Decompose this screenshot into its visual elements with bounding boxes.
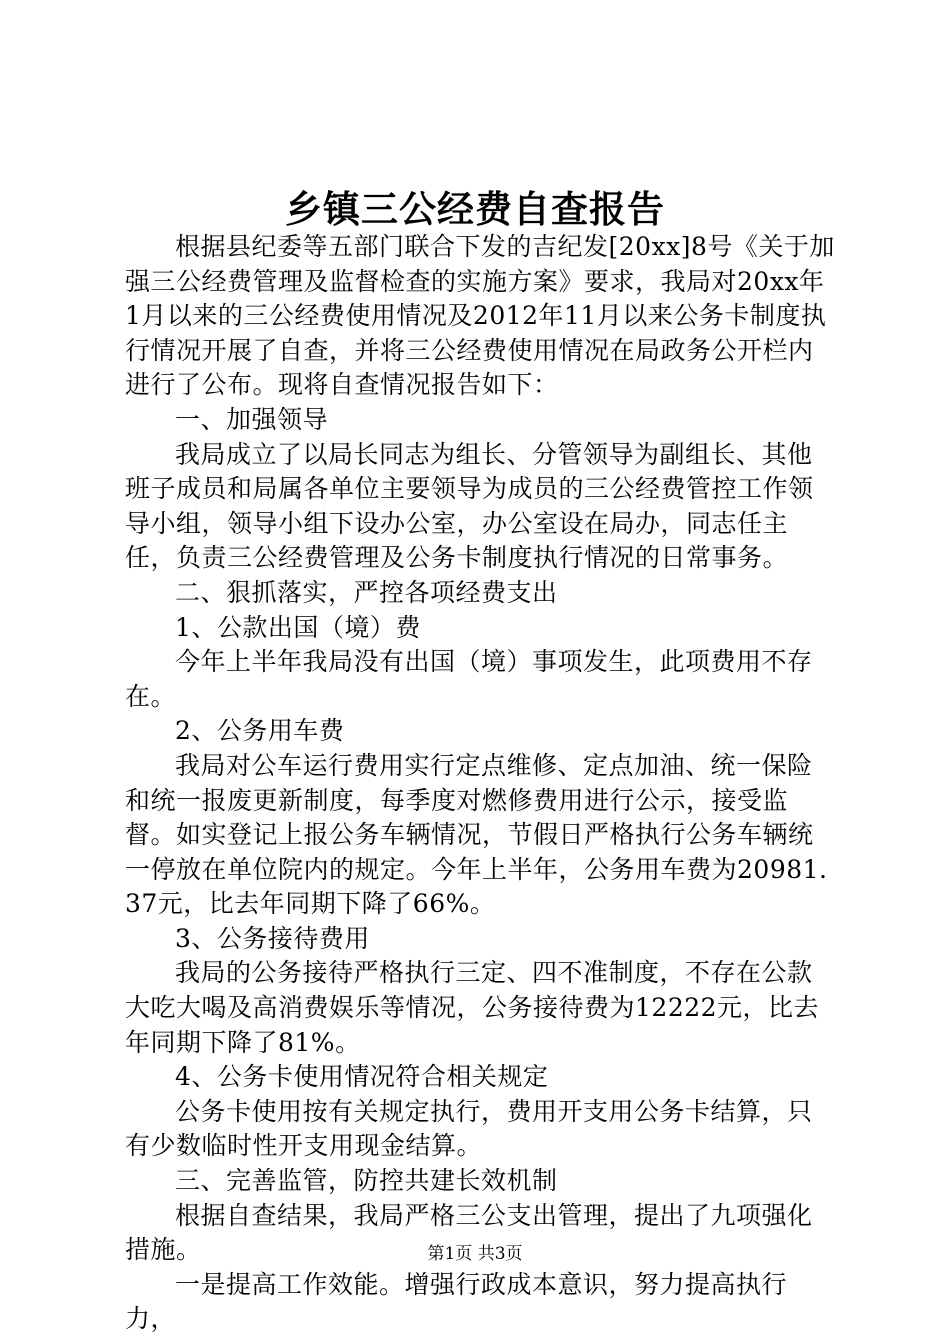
section-heading-3: 三、完善监管，防控共建长效机制 — [175, 1166, 558, 1196]
section-heading-1: 一、加强领导 — [175, 404, 329, 434]
paragraph-measures: 根据自查结果，我局严格三公支出管理，提出了九项强化措施。 — [125, 1200, 813, 1265]
section-heading-2: 二、狠抓落实，严控各项经费支出 — [175, 577, 558, 607]
subheading-official-card: 4、公务卡使用情况符合相关规定 — [175, 1062, 549, 1092]
document-title: 乡镇三公经费自查报告 — [285, 187, 665, 231]
subheading-official-vehicles: 2、公务用车费 — [175, 716, 345, 746]
paragraph-intro: 根据县纪委等五部门联合下发的吉纪发[20xx]8号《关于加强三公经费管理及监督检查的实施方案》要求，我局对20xx年1月以来的三公经费使用情况及2012年11月以来公务卡制度执行情况开展了自查，并将三公经费使用情况在局政务公开栏内进行了公布。现将自查情况报告如下： — [125, 232, 835, 400]
document-body — [125, 230, 837, 1337]
subheading-official-reception: 3、公务接待费用 — [175, 923, 370, 953]
page-number: 第1页 共3页 — [427, 1244, 523, 1264]
paragraph-official-reception: 我局的公务接待严格执行三定、四不准制度，不存在公款大吃大喝及高消费娱乐等情况，公务接待费为12222元，比去年同期下降了81%。 — [125, 958, 820, 1057]
paragraph-overseas-travel: 今年上半年我局没有出国（境）事项发生，此项费用不存在。 — [125, 647, 813, 711]
paragraph-official-card: 公务卡使用按有关规定执行，费用开支用公务卡结算，只有少数临时性开支用现金结算。 — [125, 1096, 813, 1161]
subheading-overseas-travel: 1、公款出国（境）费 — [175, 612, 421, 642]
paragraph-measure-1: 一是提高工作效能。增强行政成本意识，努力提高执行力， — [125, 1269, 788, 1334]
paragraph-official-vehicles: 我局对公车运行费用实行定点维修、定点加油、统一保险和统一报废更新制度，每季度对燃修费用进行公示，接受监督。如实登记上报公务车辆情况，节假日严格执行公务车辆统一停放在单位院内的规定。今年上半年，公务用车费为20981.37元，比去年同期下降了66%。 — [125, 750, 828, 919]
paragraph-leadership: 我局成立了以局长同志为组长、分管领导为副组长、其他班子成员和局属各单位主要领导为成员的三公经费管控工作领导小组，领导小组下设办公室，办公室设在局办，同志任主任，负责三公经费管理及公务卡制度执行情况的日常事务。 — [125, 439, 814, 573]
